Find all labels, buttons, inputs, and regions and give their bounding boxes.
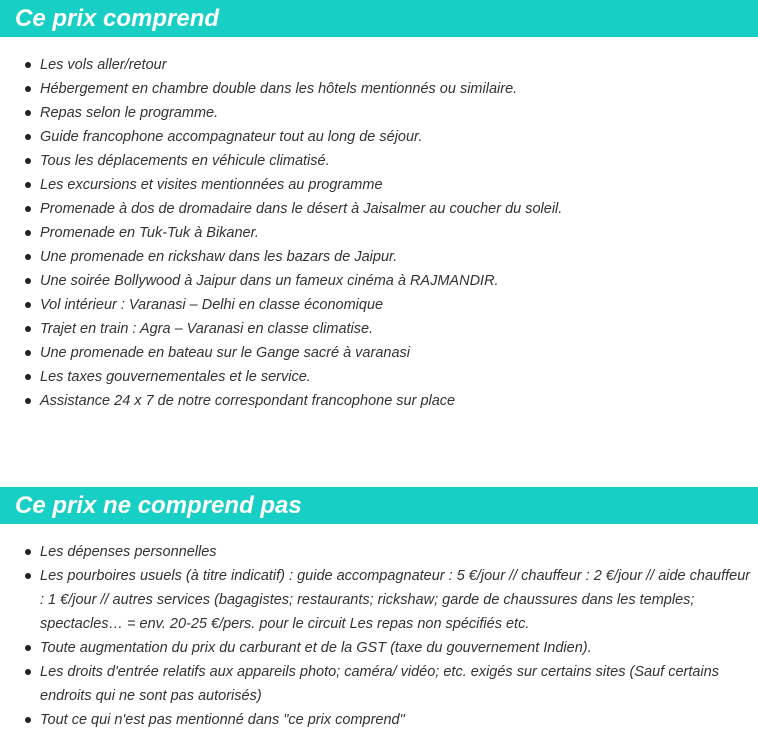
list-item: Les droits d'entrée relatifs aux appareils photo; caméra/ vidéo; etc. exigés sur certains sites (Sauf certains endroits qui ne sont pas autorisés)	[0, 660, 758, 708]
list-item: Toute augmentation du prix du carburant et de la GST (taxe du gouvernement Indien).	[0, 636, 758, 660]
list-item: Promenade en Tuk-Tuk à Bikaner.	[0, 221, 758, 245]
list-item: Une promenade en rickshaw dans les bazars de Jaipur.	[0, 245, 758, 269]
list-item: Tout ce qui n'est pas mentionné dans "ce prix comprend"	[0, 708, 758, 732]
list-item: Vol intérieur : Varanasi – Delhi en classe économique	[0, 293, 758, 317]
list-item: Repas selon le programme.	[0, 101, 758, 125]
list-item: Une soirée Bollywood à Jaipur dans un fameux cinéma à RAJMANDIR.	[0, 269, 758, 293]
list-item: Tous les déplacements en véhicule climatisé.	[0, 149, 758, 173]
list-item: Les pourboires usuels (à titre indicatif) : guide accompagnateur : 5 €/jour // chauffeur : 2 €/jour // aide chauffeur : 1 €/jour // autres services (bagagistes; restaurants; rickshaw; garde de chaussures dans les temples; spectacles… = env. 20-25 €/pers. pour le circuit Les repas non spécifiés etc.	[0, 564, 758, 636]
list-item: Les excursions et visites mentionnées au programme	[0, 173, 758, 197]
included-section-title: Ce prix comprend	[0, 0, 758, 37]
list-item: Les dépenses personnelles	[0, 540, 758, 564]
list-item: Guide francophone accompagnateur tout au long de séjour.	[0, 125, 758, 149]
list-item: Les taxes gouvernementales et le service.	[0, 365, 758, 389]
list-item: Une promenade en bateau sur le Gange sacré à varanasi	[0, 341, 758, 365]
included-list	[0, 53, 758, 413]
list-item: Les vols aller/retour	[0, 53, 758, 77]
list-item: Promenade à dos de dromadaire dans le désert à Jaisalmer au coucher du soleil.	[0, 197, 758, 221]
list-item: Hébergement en chambre double dans les hôtels mentionnés ou similaire.	[0, 77, 758, 101]
excluded-list	[0, 540, 758, 732]
list-item: Trajet en train : Agra – Varanasi en classe climatise.	[0, 317, 758, 341]
excluded-section-title: Ce prix ne comprend pas	[0, 487, 758, 524]
list-item: Assistance 24 x 7 de notre correspondant francophone sur place	[0, 389, 758, 413]
